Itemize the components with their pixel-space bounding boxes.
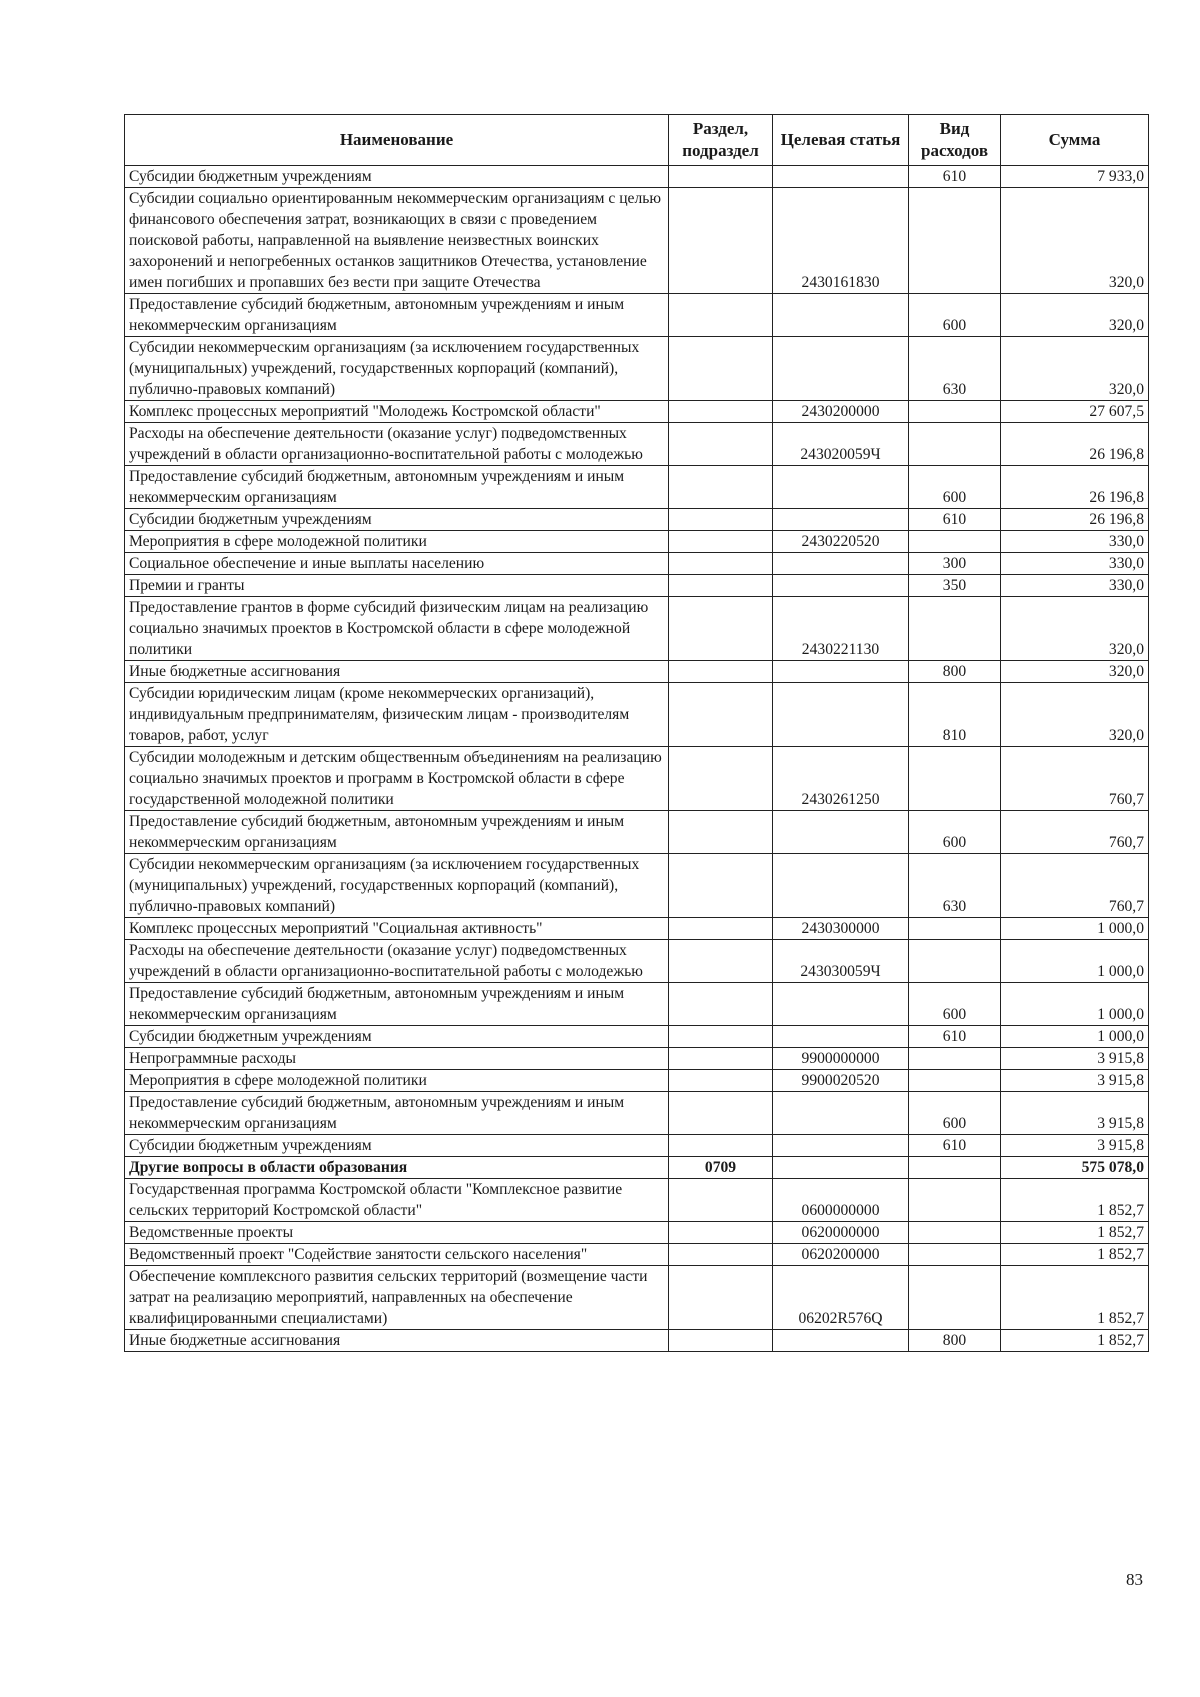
cell-article — [773, 166, 909, 188]
cell-name: Субсидии некоммерческим организациям (за исключением государственных (муниципальных) учреждений, государственных корпораций (компаний), публично-правовых компаний) — [125, 854, 669, 918]
header-name: Наименование — [125, 115, 669, 166]
table-row — [125, 401, 1149, 423]
cell-section: 0709 — [669, 1157, 773, 1179]
cell-section — [669, 983, 773, 1026]
table-row — [125, 575, 1149, 597]
table-row — [125, 940, 1149, 983]
cell-name: Субсидии бюджетным учреждениям — [125, 1135, 669, 1157]
cell-sum: 1 852,7 — [1001, 1244, 1149, 1266]
cell-section — [669, 1222, 773, 1244]
table-row — [125, 294, 1149, 337]
cell-section — [669, 747, 773, 811]
cell-sum: 330,0 — [1001, 531, 1149, 553]
cell-kind: 300 — [909, 553, 1001, 575]
cell-sum: 1 000,0 — [1001, 1026, 1149, 1048]
cell-name: Предоставление грантов в форме субсидий физическим лицам на реализацию социально значимых проектов в Костромской области в сфере молодежной политики — [125, 597, 669, 661]
cell-section — [669, 337, 773, 401]
cell-sum: 320,0 — [1001, 337, 1149, 401]
cell-article: 243020059Ч — [773, 423, 909, 466]
table-row — [125, 166, 1149, 188]
cell-section — [669, 531, 773, 553]
cell-sum: 26 196,8 — [1001, 423, 1149, 466]
cell-name: Расходы на обеспечение деятельности (оказание услуг) подведомственных учреждений в области организационно-воспитательной работы с молодежью — [125, 940, 669, 983]
cell-section — [669, 597, 773, 661]
cell-name: Предоставление субсидий бюджетным, автономным учреждениям и иным некоммерческим организациям — [125, 983, 669, 1026]
cell-name: Субсидии бюджетным учреждениям — [125, 1026, 669, 1048]
table-row — [125, 1026, 1149, 1048]
cell-kind — [909, 423, 1001, 466]
cell-kind — [909, 1179, 1001, 1222]
cell-article — [773, 854, 909, 918]
table-row — [125, 553, 1149, 575]
cell-sum: 3 915,8 — [1001, 1048, 1149, 1070]
cell-section — [669, 1048, 773, 1070]
cell-article: 243030059Ч — [773, 940, 909, 983]
cell-article: 0600000000 — [773, 1179, 909, 1222]
cell-kind — [909, 1222, 1001, 1244]
cell-kind — [909, 1070, 1001, 1092]
cell-section — [669, 1266, 773, 1330]
cell-kind: 600 — [909, 811, 1001, 854]
cell-sum: 3 915,8 — [1001, 1092, 1149, 1135]
table-row — [125, 531, 1149, 553]
cell-section — [669, 401, 773, 423]
table-row — [125, 811, 1149, 854]
cell-name: Непрограммные расходы — [125, 1048, 669, 1070]
cell-sum: 320,0 — [1001, 294, 1149, 337]
cell-article — [773, 983, 909, 1026]
cell-article: 2430161830 — [773, 188, 909, 294]
cell-name: Социальное обеспечение и иные выплаты населению — [125, 553, 669, 575]
header-section: Раздел, подраздел — [669, 115, 773, 166]
cell-name: Иные бюджетные ассигнования — [125, 1330, 669, 1352]
cell-kind: 600 — [909, 294, 1001, 337]
cell-kind — [909, 747, 1001, 811]
cell-section — [669, 294, 773, 337]
cell-article — [773, 1092, 909, 1135]
cell-sum: 1 852,7 — [1001, 1330, 1149, 1352]
cell-sum: 26 196,8 — [1001, 509, 1149, 531]
cell-article — [773, 1135, 909, 1157]
cell-sum: 320,0 — [1001, 661, 1149, 683]
cell-article — [773, 509, 909, 531]
cell-sum: 575 078,0 — [1001, 1157, 1149, 1179]
cell-article — [773, 466, 909, 509]
cell-article — [773, 337, 909, 401]
cell-article — [773, 661, 909, 683]
table-row — [125, 854, 1149, 918]
cell-kind: 610 — [909, 509, 1001, 531]
cell-kind — [909, 188, 1001, 294]
cell-article: 2430200000 — [773, 401, 909, 423]
cell-sum: 760,7 — [1001, 747, 1149, 811]
cell-article: 06202R576Q — [773, 1266, 909, 1330]
budget-table-container — [124, 114, 1148, 1352]
cell-kind: 800 — [909, 661, 1001, 683]
cell-kind — [909, 1266, 1001, 1330]
header-sum: Сумма — [1001, 115, 1149, 166]
table-row — [125, 683, 1149, 747]
cell-section — [669, 466, 773, 509]
table-row — [125, 1092, 1149, 1135]
cell-kind — [909, 918, 1001, 940]
cell-article: 9900000000 — [773, 1048, 909, 1070]
cell-section — [669, 166, 773, 188]
cell-article — [773, 1026, 909, 1048]
cell-kind: 800 — [909, 1330, 1001, 1352]
table-row — [125, 983, 1149, 1026]
cell-article: 2430261250 — [773, 747, 909, 811]
cell-name: Ведомственный проект "Содействие занятости сельского населения" — [125, 1244, 669, 1266]
cell-name: Премии и гранты — [125, 575, 669, 597]
cell-section — [669, 509, 773, 531]
header-article: Целевая статья — [773, 115, 909, 166]
cell-article: 0620200000 — [773, 1244, 909, 1266]
cell-kind: 630 — [909, 337, 1001, 401]
cell-name: Комплекс процессных мероприятий "Социальная активность" — [125, 918, 669, 940]
cell-article — [773, 683, 909, 747]
cell-section — [669, 1026, 773, 1048]
cell-name: Другие вопросы в области образования — [125, 1157, 669, 1179]
cell-section — [669, 1135, 773, 1157]
cell-sum: 26 196,8 — [1001, 466, 1149, 509]
table-row — [125, 509, 1149, 531]
cell-article: 2430220520 — [773, 531, 909, 553]
cell-name: Субсидии юридическим лицам (кроме некоммерческих организаций), индивидуальным предпринимателям, физическим лицам - производителям товаров, работ, услуг — [125, 683, 669, 747]
cell-article — [773, 294, 909, 337]
cell-article — [773, 1157, 909, 1179]
cell-name: Субсидии социально ориентированным некоммерческим организациям с целью финансового обеспечения затрат, возникающих в связи с проведением поисковой работы, направленной на выявление неизвестных воинских захоронений и непогребенных останков защитников Отечества, установление имен погибших и пропавших без вести при защите Отечества — [125, 188, 669, 294]
cell-sum: 7 933,0 — [1001, 166, 1149, 188]
table-body — [125, 166, 1149, 1352]
table-row — [125, 918, 1149, 940]
cell-sum: 320,0 — [1001, 188, 1149, 294]
cell-kind: 350 — [909, 575, 1001, 597]
cell-sum: 1 000,0 — [1001, 918, 1149, 940]
cell-section — [669, 918, 773, 940]
cell-name: Ведомственные проекты — [125, 1222, 669, 1244]
cell-section — [669, 575, 773, 597]
cell-kind — [909, 597, 1001, 661]
table-row — [125, 466, 1149, 509]
cell-sum: 1 852,7 — [1001, 1222, 1149, 1244]
cell-sum: 760,7 — [1001, 811, 1149, 854]
cell-kind: 810 — [909, 683, 1001, 747]
table-row — [125, 1070, 1149, 1092]
table-row — [125, 597, 1149, 661]
cell-sum: 320,0 — [1001, 683, 1149, 747]
cell-article: 2430221130 — [773, 597, 909, 661]
cell-sum: 330,0 — [1001, 575, 1149, 597]
cell-section — [669, 940, 773, 983]
cell-kind — [909, 1244, 1001, 1266]
cell-section — [669, 553, 773, 575]
table-row — [125, 661, 1149, 683]
cell-sum: 27 607,5 — [1001, 401, 1149, 423]
budget-table — [124, 114, 1149, 1352]
table-row — [125, 1330, 1149, 1352]
cell-kind: 610 — [909, 166, 1001, 188]
cell-name: Комплекс процессных мероприятий "Молодежь Костромской области" — [125, 401, 669, 423]
cell-sum: 3 915,8 — [1001, 1135, 1149, 1157]
cell-kind — [909, 531, 1001, 553]
table-header-row — [125, 115, 1149, 166]
page-number: 83 — [1126, 1570, 1143, 1589]
cell-name: Государственная программа Костромской области "Комплексное развитие сельских территорий Костромской области" — [125, 1179, 669, 1222]
cell-name: Субсидии бюджетным учреждениям — [125, 509, 669, 531]
cell-section — [669, 1070, 773, 1092]
cell-name: Предоставление субсидий бюджетным, автономным учреждениям и иным некоммерческим организациям — [125, 1092, 669, 1135]
cell-name: Предоставление субсидий бюджетным, автономным учреждениям и иным некоммерческим организациям — [125, 294, 669, 337]
cell-name: Субсидии некоммерческим организациям (за исключением государственных (муниципальных) учреждений, государственных корпораций (компаний), публично-правовых компаний) — [125, 337, 669, 401]
cell-sum: 320,0 — [1001, 597, 1149, 661]
cell-article — [773, 575, 909, 597]
cell-section — [669, 683, 773, 747]
table-row — [125, 1157, 1149, 1179]
table-row — [125, 337, 1149, 401]
cell-section — [669, 188, 773, 294]
cell-sum: 760,7 — [1001, 854, 1149, 918]
cell-sum: 3 915,8 — [1001, 1070, 1149, 1092]
cell-kind — [909, 940, 1001, 983]
cell-kind: 600 — [909, 983, 1001, 1026]
cell-article: 9900020520 — [773, 1070, 909, 1092]
table-row — [125, 1244, 1149, 1266]
cell-article — [773, 1330, 909, 1352]
cell-section — [669, 1092, 773, 1135]
cell-kind — [909, 1157, 1001, 1179]
table-row — [125, 188, 1149, 294]
cell-section — [669, 1330, 773, 1352]
cell-article — [773, 553, 909, 575]
cell-kind: 600 — [909, 466, 1001, 509]
cell-name: Предоставление субсидий бюджетным, автономным учреждениям и иным некоммерческим организациям — [125, 466, 669, 509]
table-row — [125, 423, 1149, 466]
cell-sum: 1 000,0 — [1001, 940, 1149, 983]
cell-article: 0620000000 — [773, 1222, 909, 1244]
cell-kind — [909, 1048, 1001, 1070]
cell-article — [773, 811, 909, 854]
table-row — [125, 1266, 1149, 1330]
cell-name: Мероприятия в сфере молодежной политики — [125, 531, 669, 553]
cell-name: Мероприятия в сфере молодежной политики — [125, 1070, 669, 1092]
cell-name: Субсидии молодежным и детским общественным объединениям на реализацию социально значимых проектов и программ в Костромской области в сфере государственной молодежной политики — [125, 747, 669, 811]
cell-sum: 330,0 — [1001, 553, 1149, 575]
cell-name: Субсидии бюджетным учреждениям — [125, 166, 669, 188]
cell-name: Предоставление субсидий бюджетным, автономным учреждениям и иным некоммерческим организациям — [125, 811, 669, 854]
cell-section — [669, 1244, 773, 1266]
cell-sum: 1 852,7 — [1001, 1266, 1149, 1330]
header-kind: Вид расходов — [909, 115, 1001, 166]
cell-kind — [909, 401, 1001, 423]
cell-kind: 600 — [909, 1092, 1001, 1135]
cell-section — [669, 423, 773, 466]
cell-name: Обеспечение комплексного развития сельских территорий (возмещение части затрат на реализацию мероприятий, направленных на обеспечение квалифицированными специалистами) — [125, 1266, 669, 1330]
table-row — [125, 1048, 1149, 1070]
cell-section — [669, 811, 773, 854]
cell-kind: 630 — [909, 854, 1001, 918]
table-row — [125, 1179, 1149, 1222]
table-row — [125, 1222, 1149, 1244]
cell-section — [669, 661, 773, 683]
cell-kind: 610 — [909, 1026, 1001, 1048]
cell-name: Иные бюджетные ассигнования — [125, 661, 669, 683]
cell-sum: 1 852,7 — [1001, 1179, 1149, 1222]
cell-name: Расходы на обеспечение деятельности (оказание услуг) подведомственных учреждений в области организационно-воспитательной работы с молодежью — [125, 423, 669, 466]
table-row — [125, 747, 1149, 811]
cell-kind: 610 — [909, 1135, 1001, 1157]
table-row — [125, 1135, 1149, 1157]
cell-section — [669, 1179, 773, 1222]
cell-section — [669, 854, 773, 918]
cell-sum: 1 000,0 — [1001, 983, 1149, 1026]
cell-article: 2430300000 — [773, 918, 909, 940]
